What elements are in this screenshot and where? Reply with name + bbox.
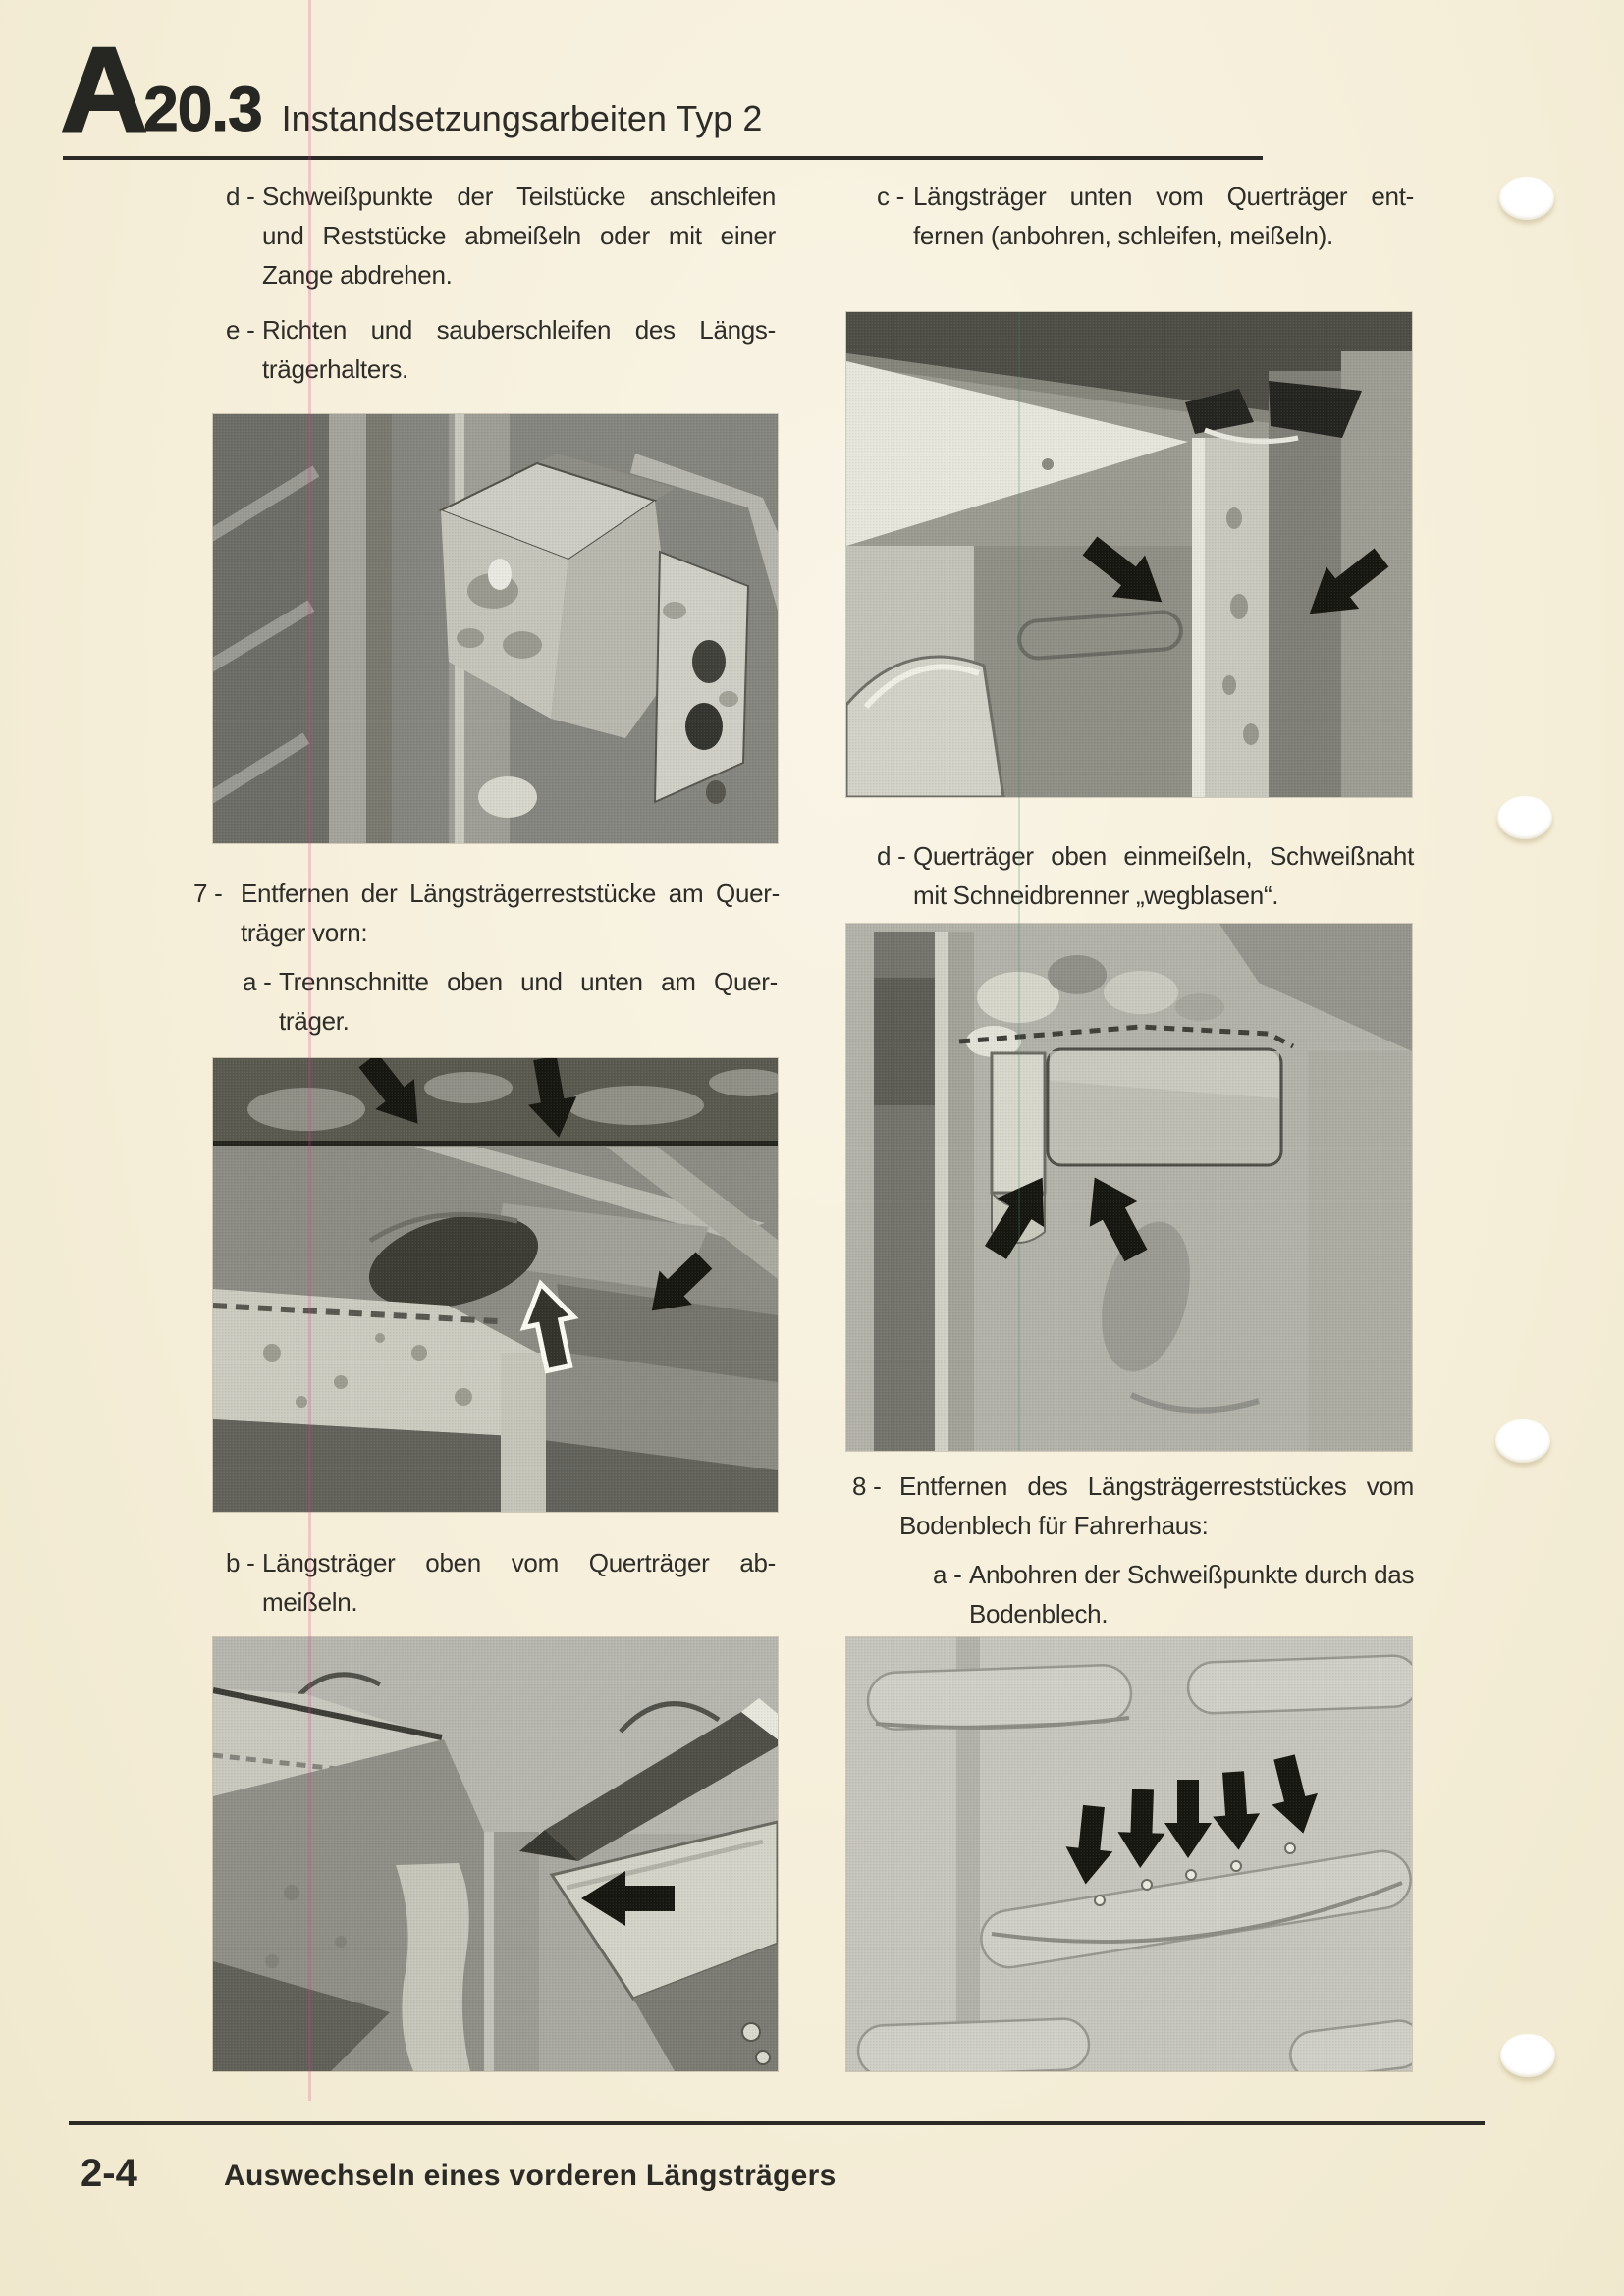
item-text [262, 1543, 776, 1622]
text-line: Längsträger unten vom Querträger ent- [913, 182, 1414, 211]
footer-rule [69, 2121, 1485, 2125]
text-line: Bodenblech. [969, 1599, 1109, 1629]
figure-chisel-top-photo [846, 924, 1412, 1451]
text-line: Richten und sauberschleifen des Längs- [262, 315, 776, 345]
punch-hole [1499, 177, 1554, 220]
item-text [899, 1467, 1414, 1545]
instruction-item-8 [852, 1467, 1414, 1545]
item-marker: a - [243, 967, 272, 996]
item-text [262, 310, 776, 389]
section-code-number: 20.3 [143, 74, 262, 144]
instruction-item-d [226, 177, 776, 294]
instruction-item-c [877, 177, 1414, 255]
text-line: Anbohren der Schweißpunkte durch das [969, 1560, 1415, 1589]
text-line: Entfernen des Längsträgerreststückes vom [899, 1471, 1414, 1501]
figure-floor-panel-photo [846, 1637, 1412, 2071]
item-text [241, 874, 780, 952]
item-text [913, 177, 1414, 255]
text-line: meißeln. [262, 1587, 358, 1617]
instruction-item-b [226, 1543, 776, 1622]
item-marker: c - [877, 182, 904, 211]
item-marker: a - [933, 1560, 962, 1589]
figure-cut-lines-photo [213, 1058, 778, 1512]
page-header [61, 23, 763, 156]
item-marker: e - [226, 315, 255, 345]
instruction-item-d2 [877, 836, 1414, 915]
text-line: und Reststücke abmeißeln oder mit einer [262, 221, 776, 250]
text-line: träger. [279, 1006, 350, 1036]
instruction-item-8a [933, 1555, 1414, 1633]
page-title: Instandsetzungsarbeiten Typ 2 [281, 98, 763, 138]
instruction-item-7a [243, 962, 778, 1041]
text-line: Querträger oben einmeißeln, Schweißnaht [913, 841, 1414, 871]
figure-chisel-photo [213, 1637, 778, 2071]
item-text [969, 1555, 1414, 1633]
item-text [279, 962, 778, 1041]
text-line: trägerhalters. [262, 354, 408, 384]
text-line: Schweißpunkte der Teilstücke anschleifen [262, 182, 776, 211]
instruction-item-7 [193, 874, 780, 952]
text-line: Trennschnitte oben und unten am Quer- [279, 967, 778, 996]
instruction-item-e [226, 310, 776, 389]
figure-cut-bottom-photo [846, 312, 1412, 797]
text-line: Entfernen der Längsträgerreststücke am Quer- [241, 879, 780, 908]
punch-hole [1500, 2034, 1555, 2077]
text-line: fernen (anbohren, schleifen, meißeln). [913, 221, 1333, 250]
item-text [262, 177, 776, 294]
item-marker: d - [226, 182, 255, 211]
header-rule [63, 156, 1263, 160]
text-line: träger vorn: [241, 918, 368, 947]
item-text [913, 836, 1414, 915]
section-code-letter: A [61, 23, 144, 156]
punch-hole [1497, 796, 1552, 839]
item-marker: 7 - [193, 879, 223, 908]
text-line: mit Schneidbrenner „wegblasen“. [913, 881, 1279, 910]
footer-page-number: 2-4 [81, 2152, 137, 2195]
figure-bracket-photo [213, 414, 778, 843]
item-marker: 8 - [852, 1471, 882, 1501]
text-line: Längsträger oben vom Querträger ab- [262, 1548, 776, 1577]
footer-caption: Auswechseln eines vorderen Längsträgers [224, 2160, 837, 2192]
item-marker: d - [877, 841, 906, 871]
item-marker: b - [226, 1548, 255, 1577]
punch-hole [1495, 1419, 1550, 1463]
text-line: Bodenblech für Fahrerhaus: [899, 1511, 1209, 1540]
text-line: Zange abdrehen. [262, 260, 453, 290]
